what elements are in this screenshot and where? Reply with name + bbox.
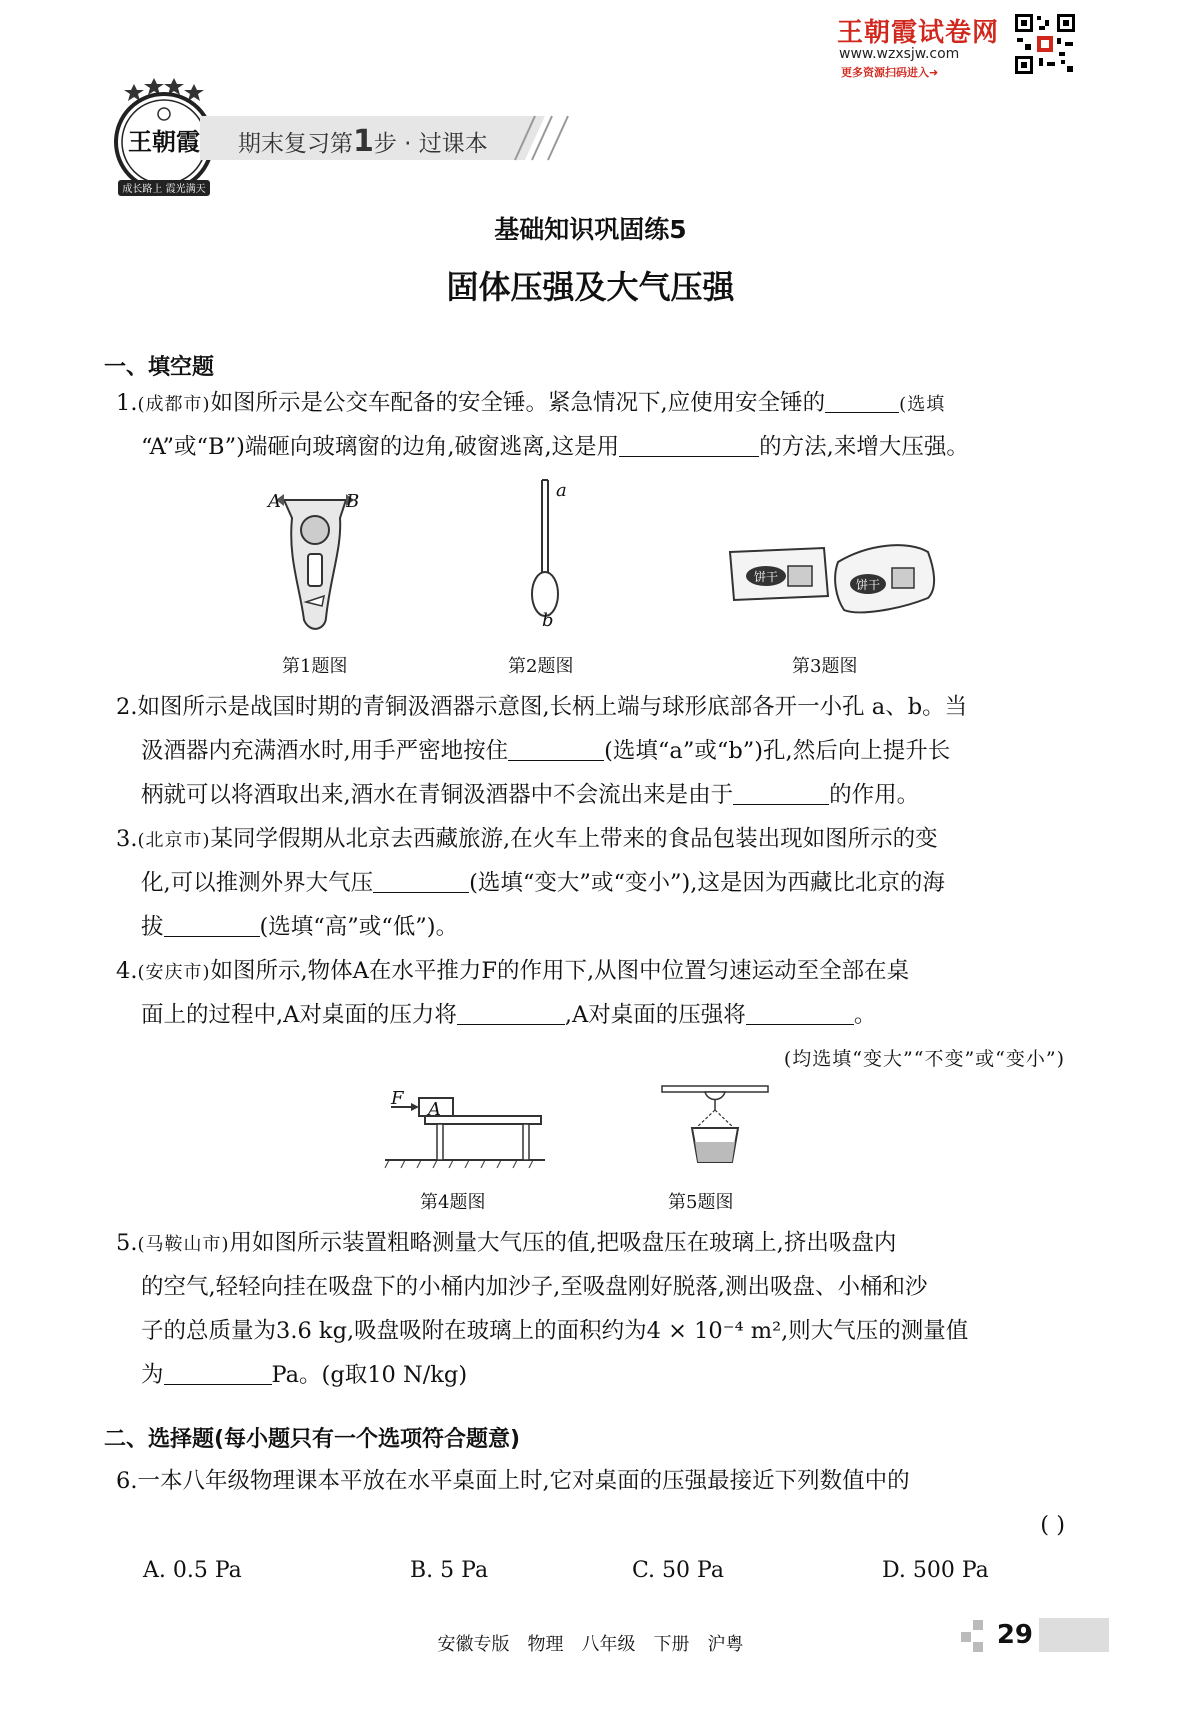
q5-text-1: 用如图所示装置粗略测量大气压的值,把吸盘压在玻璃上,挤出吸盘内 <box>229 1230 897 1256</box>
q2-text-1: 如图所示是战国时期的青铜汲酒器示意图,长柄上端与球形底部各开一小孔 a、b。当 <box>137 694 968 720</box>
q3-blank-1[interactable] <box>373 870 469 893</box>
bag2-label: 饼干 <box>855 578 881 592</box>
q2-text-2b: (选填“a”或“b”)孔,然后向上提升长 <box>604 738 951 764</box>
page-number: 29 <box>996 1620 1033 1650</box>
logo-text: 王朝霞 <box>128 127 200 156</box>
q2-text-3a: 柄就可以将酒取出来,酒水在青铜汲酒器中不会流出来是由于 <box>141 782 734 808</box>
snack-bags-figure <box>728 538 938 618</box>
q4-text-1: 如图所示,物体A在水平推力F的作用下,从图中位置匀速运动至全部在桌 <box>210 958 910 984</box>
q6-line1 <box>116 1466 910 1496</box>
fig2-label-a: a <box>556 480 567 501</box>
q2-line1 <box>116 692 967 722</box>
q1-number: 1. <box>116 390 138 416</box>
block-table-figure <box>385 1090 545 1170</box>
q6-option-a[interactable]: A. 0.5 Pa <box>143 1558 242 1583</box>
q4-line2 <box>141 1000 876 1030</box>
footer-edition: 安徽专版 物理 八年级 下册 沪粤 <box>437 1634 744 1655</box>
q1-text-2b: 的方法,来增大压强。 <box>759 434 969 460</box>
q4-source: (安庆市) <box>137 962 211 983</box>
q4-hint: (均选填“变大”“不变”或“变小”) <box>783 1048 1065 1070</box>
q4-text-2c: 。 <box>853 1002 877 1028</box>
fig4-label-f: F <box>391 1088 404 1109</box>
q1-text-2a: “A”或“B”)端砸向玻璃窗的边角,破窗逃离,这是用 <box>141 434 620 460</box>
q5-source: (马鞍山市) <box>137 1234 230 1255</box>
q6-option-c[interactable]: C. 50 Pa <box>632 1558 724 1583</box>
q5-line3: 子的总质量为3.6 kg,吸盘吸附在玻璃上的面积约为4 × 10⁻⁴ m²,则大气压的测量值 <box>141 1318 969 1344</box>
fig1-label-a: A <box>268 491 281 512</box>
q5-line2: 的空气,轻轻向挂在吸盘下的小桶内加沙子,至吸盘刚好脱落,测出吸盘、小桶和沙 <box>141 1274 928 1300</box>
q3-source: (北京市) <box>137 830 211 851</box>
q3-text-1: 某同学假期从北京去西藏旅游,在火车上带来的食品包装出现如图所示的变 <box>210 826 938 852</box>
banner-pre: 期末复习第 <box>238 131 353 157</box>
step-banner-text <box>238 124 488 159</box>
q6-option-b[interactable]: B. 5 Pa <box>410 1558 489 1583</box>
q1-text: 如图所示是公交车配备的安全锤。紧急情况下,应使用安全锤的 <box>210 390 826 416</box>
fig4-caption: 第4题图 <box>420 1192 486 1213</box>
q3-text-3a: 拔 <box>141 914 164 940</box>
q2-blank-1[interactable] <box>508 738 604 761</box>
q3-text-2a: 化,可以推测外界大气压 <box>141 870 374 896</box>
q6-answer-paren[interactable]: ( ) <box>1040 1512 1065 1538</box>
section-multiple-choice: 二、选择题(每小题只有一个选项符合题意) <box>104 1427 521 1452</box>
fig1-label-b: B <box>346 491 360 512</box>
q4-text-2b: ,A对桌面的压强将 <box>564 1002 746 1028</box>
q2-line3 <box>141 780 919 810</box>
q5-text-4a: 为 <box>141 1362 164 1388</box>
banner-post: 步 · 过课本 <box>373 131 488 157</box>
q2-text-3b: 的作用。 <box>829 782 920 808</box>
q3-line2 <box>141 868 945 898</box>
q1-source: (成都市) <box>137 394 211 415</box>
fig4-label-a: A <box>428 1099 441 1120</box>
suction-bucket-figure <box>660 1082 770 1172</box>
q4-number: 4. <box>116 958 138 984</box>
banner-step-number: 1 <box>353 124 374 159</box>
q1-line1 <box>116 388 945 420</box>
q3-line1 <box>116 824 938 856</box>
q3-line3 <box>141 912 458 942</box>
fig5-caption: 第5题图 <box>668 1192 734 1213</box>
q2-blank-2[interactable] <box>733 782 829 805</box>
q4-blank-2[interactable] <box>746 1002 854 1025</box>
q4-line1 <box>116 956 909 988</box>
fig3-caption: 第3题图 <box>792 656 858 677</box>
q5-text-4b: Pa。(g取10 N/kg) <box>271 1362 468 1388</box>
page-number-block <box>939 1618 1109 1652</box>
q5-blank-1[interactable] <box>164 1362 272 1385</box>
q4-blank-1[interactable] <box>457 1002 565 1025</box>
q1-blank-2[interactable] <box>619 434 759 457</box>
q3-number: 3. <box>116 826 138 852</box>
q5-number: 5. <box>116 1230 138 1256</box>
brand-tagline: 更多资源扫码进入➜ <box>841 66 939 79</box>
q4-text-2a: 面上的过程中,A对桌面的压力将 <box>141 1002 457 1028</box>
q6-number: 6. <box>116 1468 138 1494</box>
q1-blank-1[interactable] <box>825 390 899 413</box>
fig2-label-b: b <box>542 610 554 631</box>
brand-url[interactable]: www.wzxsjw.com <box>839 46 960 62</box>
q2-line2 <box>141 736 950 766</box>
q1-line2 <box>141 432 969 462</box>
q2-number: 2. <box>116 694 138 720</box>
q6-option-d[interactable]: D. 500 Pa <box>882 1558 989 1583</box>
q2-text-2a: 汲酒器内充满酒水时,用手严密地按住 <box>141 738 509 764</box>
section-fill-blank: 一、填空题 <box>104 355 215 380</box>
brand-name: 王朝霞试卷网 <box>837 18 1000 48</box>
bag1-label: 饼干 <box>753 570 779 584</box>
fig2-caption: 第2题图 <box>508 656 574 677</box>
q3-text-3b: (选填“高”或“低”)。 <box>259 914 459 940</box>
q5-line1 <box>116 1228 896 1260</box>
page-title: 固体压强及大气压强 <box>446 268 735 306</box>
exercise-subtitle: 基础知识巩固练5 <box>494 215 687 244</box>
q3-text-2b: (选填“变大”或“变小”),这是因为西藏比北京的海 <box>469 870 945 896</box>
q5-line4 <box>141 1360 467 1390</box>
qr-code-icon[interactable] <box>1013 12 1077 76</box>
q3-blank-2[interactable] <box>164 914 260 937</box>
logo-motto: 成长路上 霞光满天 <box>122 184 206 195</box>
q6-text: 一本八年级物理课本平放在水平桌面上时,它对桌面的压强最接近下列数值中的 <box>137 1468 910 1494</box>
fig1-caption: 第1题图 <box>282 656 348 677</box>
q1-hint: (选填 <box>899 394 946 415</box>
